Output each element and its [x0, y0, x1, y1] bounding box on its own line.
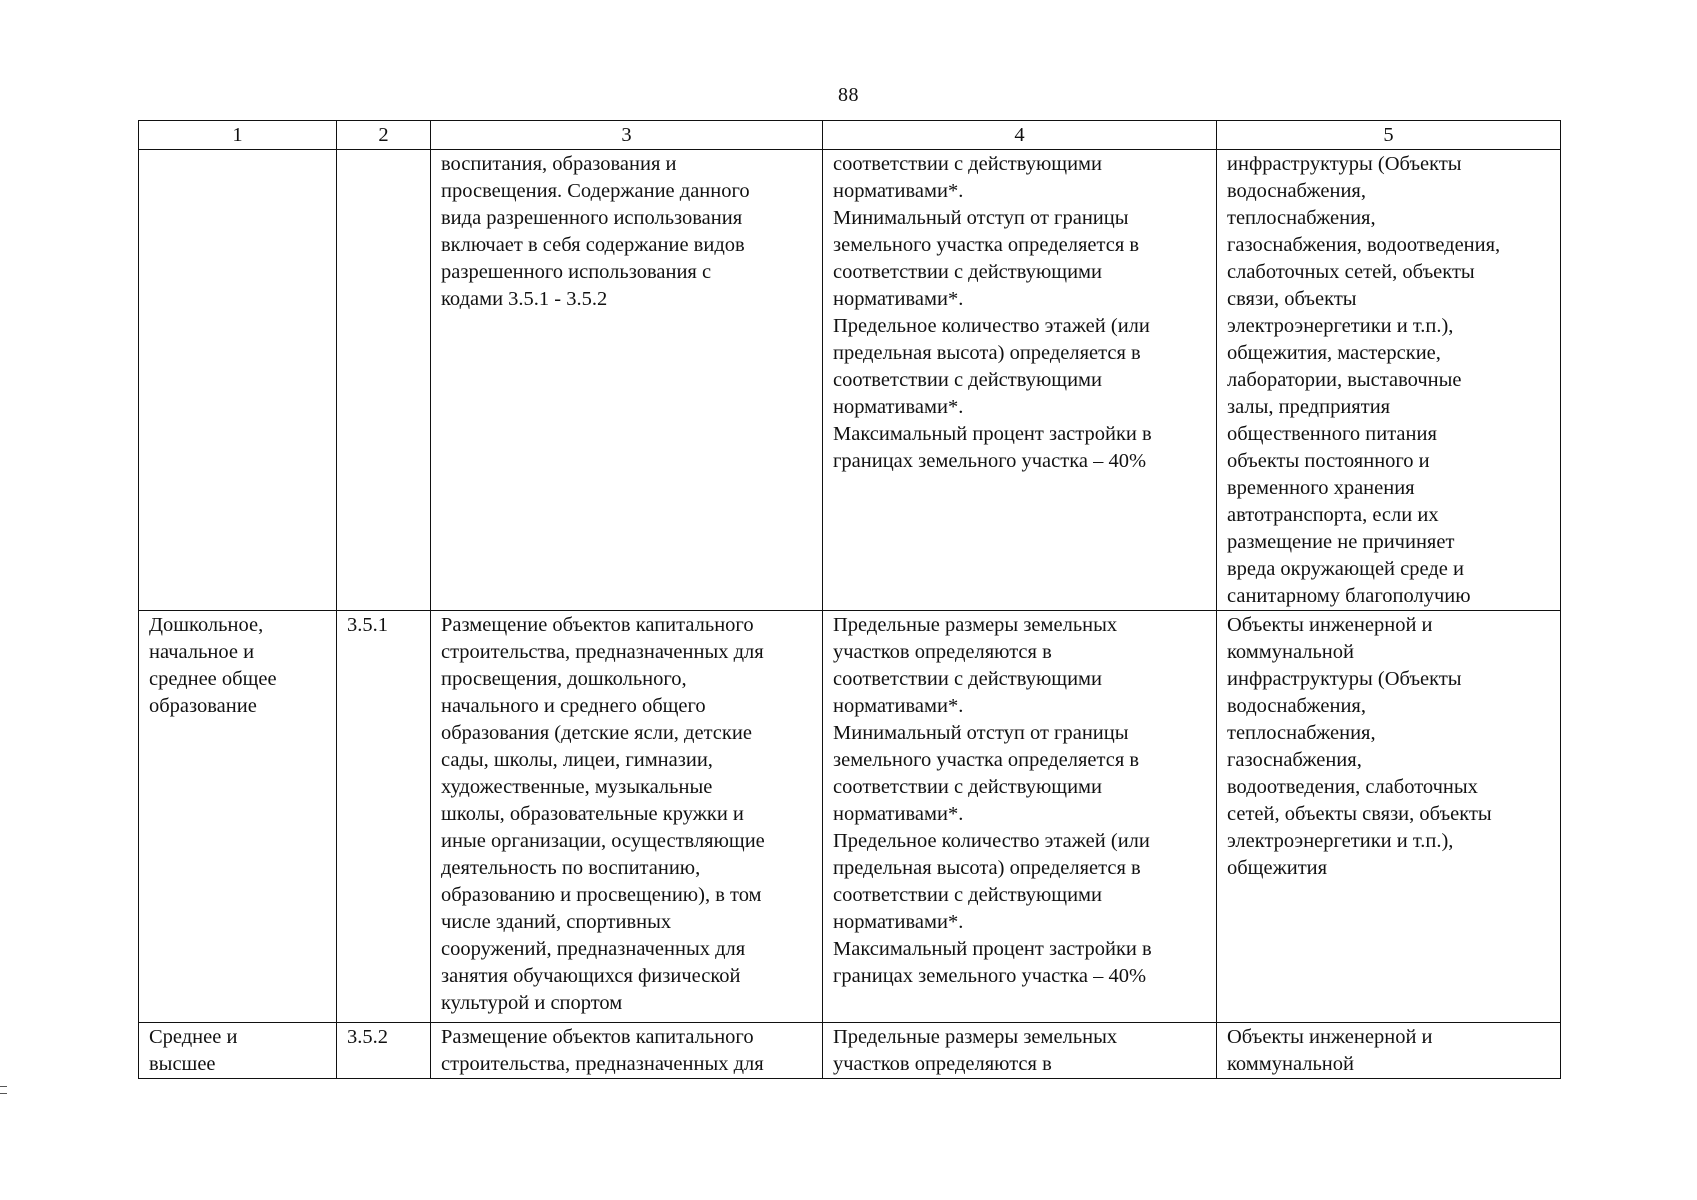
use-description-cell: Размещение объектов капитального строительства, предназначенных для просвещения, дошкольного, начального и среднего общего образования (детские ясли, детские сады, школы, лицеи, гимназии, художественные, музыкальные школы, образовательные кружки и иные организации, осуществляющие деятельность по воспитанию, образованию и просвещению), в том числе зданий, спортивных сооружений, предназначенных для занятия обучающихся физической культурой и спортом — [431, 611, 823, 1023]
column-header: 3 — [431, 121, 823, 150]
use-name-cell: Дошкольное, начальное и среднее общее образование — [139, 611, 337, 1023]
use-code-cell: 3.5.2 — [337, 1023, 431, 1079]
use-parameters-cell: Предельные размеры земельных участков определяются в — [823, 1023, 1217, 1079]
auxiliary-uses-cell: Объекты инженерной и коммунальной инфраструктуры (Объекты водоснабжения, теплоснабжения, газоснабжения, водоотведения, слаботочных сетей, объекты связи, объекты электроэнергетики и т.п.), общежития — [1217, 611, 1561, 1023]
use-description-cell: Размещение объектов капитального строительства, предназначенных для — [431, 1023, 823, 1079]
table-row — [139, 150, 1561, 611]
use-name-cell: Среднее и высшее — [139, 1023, 337, 1079]
table-row — [139, 1023, 1561, 1079]
table-header-row — [139, 121, 1561, 150]
use-description-cell: воспитания, образования и просвещения. Содержание данного вида разрешенного использования включает в себя содержание видов разрешенного использования с кодами 3.5.1 - 3.5.2 — [431, 150, 823, 611]
use-code-cell: 3.5.1 — [337, 611, 431, 1023]
auxiliary-uses-cell: Объекты инженерной и коммунальной — [1217, 1023, 1561, 1079]
column-header: 2 — [337, 121, 431, 150]
page-number: 88 — [838, 84, 859, 106]
column-header: 1 — [139, 121, 337, 150]
table-row — [139, 611, 1561, 1023]
use-code-cell — [337, 150, 431, 611]
use-parameters-cell: соответствии с действующими нормативами*. Минимальный отступ от границы земельного участка определяется в соответствии с действующими нормативами*. Предельное количество этажей (или предельная высота) определяется в соответствии с действующими нормативами*. Максимальный процент застройки в границах земельного участка – 40% — [823, 150, 1217, 611]
use-name-cell — [139, 150, 337, 611]
land-use-table — [138, 120, 1561, 1079]
auxiliary-uses-cell: инфраструктуры (Объекты водоснабжения, теплоснабжения, газоснабжения, водоотведения, слаботочных сетей, объекты связи, объекты электроэнергетики и т.п.), общежития, мастерские, лаборатории, выставочные залы, предприятия общественного питания объекты постоянного и временного хранения автотранспорта, если их размещение не причиняет вреда окружающей среде и санитарному благополучию — [1217, 150, 1561, 611]
use-parameters-cell: Предельные размеры земельных участков определяются в соответствии с действующими нормативами*. Минимальный отступ от границы земельного участка определяется в соответствии с действующими нормативами*. Предельное количество этажей (или предельная высота) определяется в соответствии с действующими нормативами*. Максимальный процент застройки в границах земельного участка – 40% — [823, 611, 1217, 1023]
column-header: 4 — [823, 121, 1217, 150]
scan-margin-mark — [0, 1086, 7, 1094]
column-header: 5 — [1217, 121, 1561, 150]
